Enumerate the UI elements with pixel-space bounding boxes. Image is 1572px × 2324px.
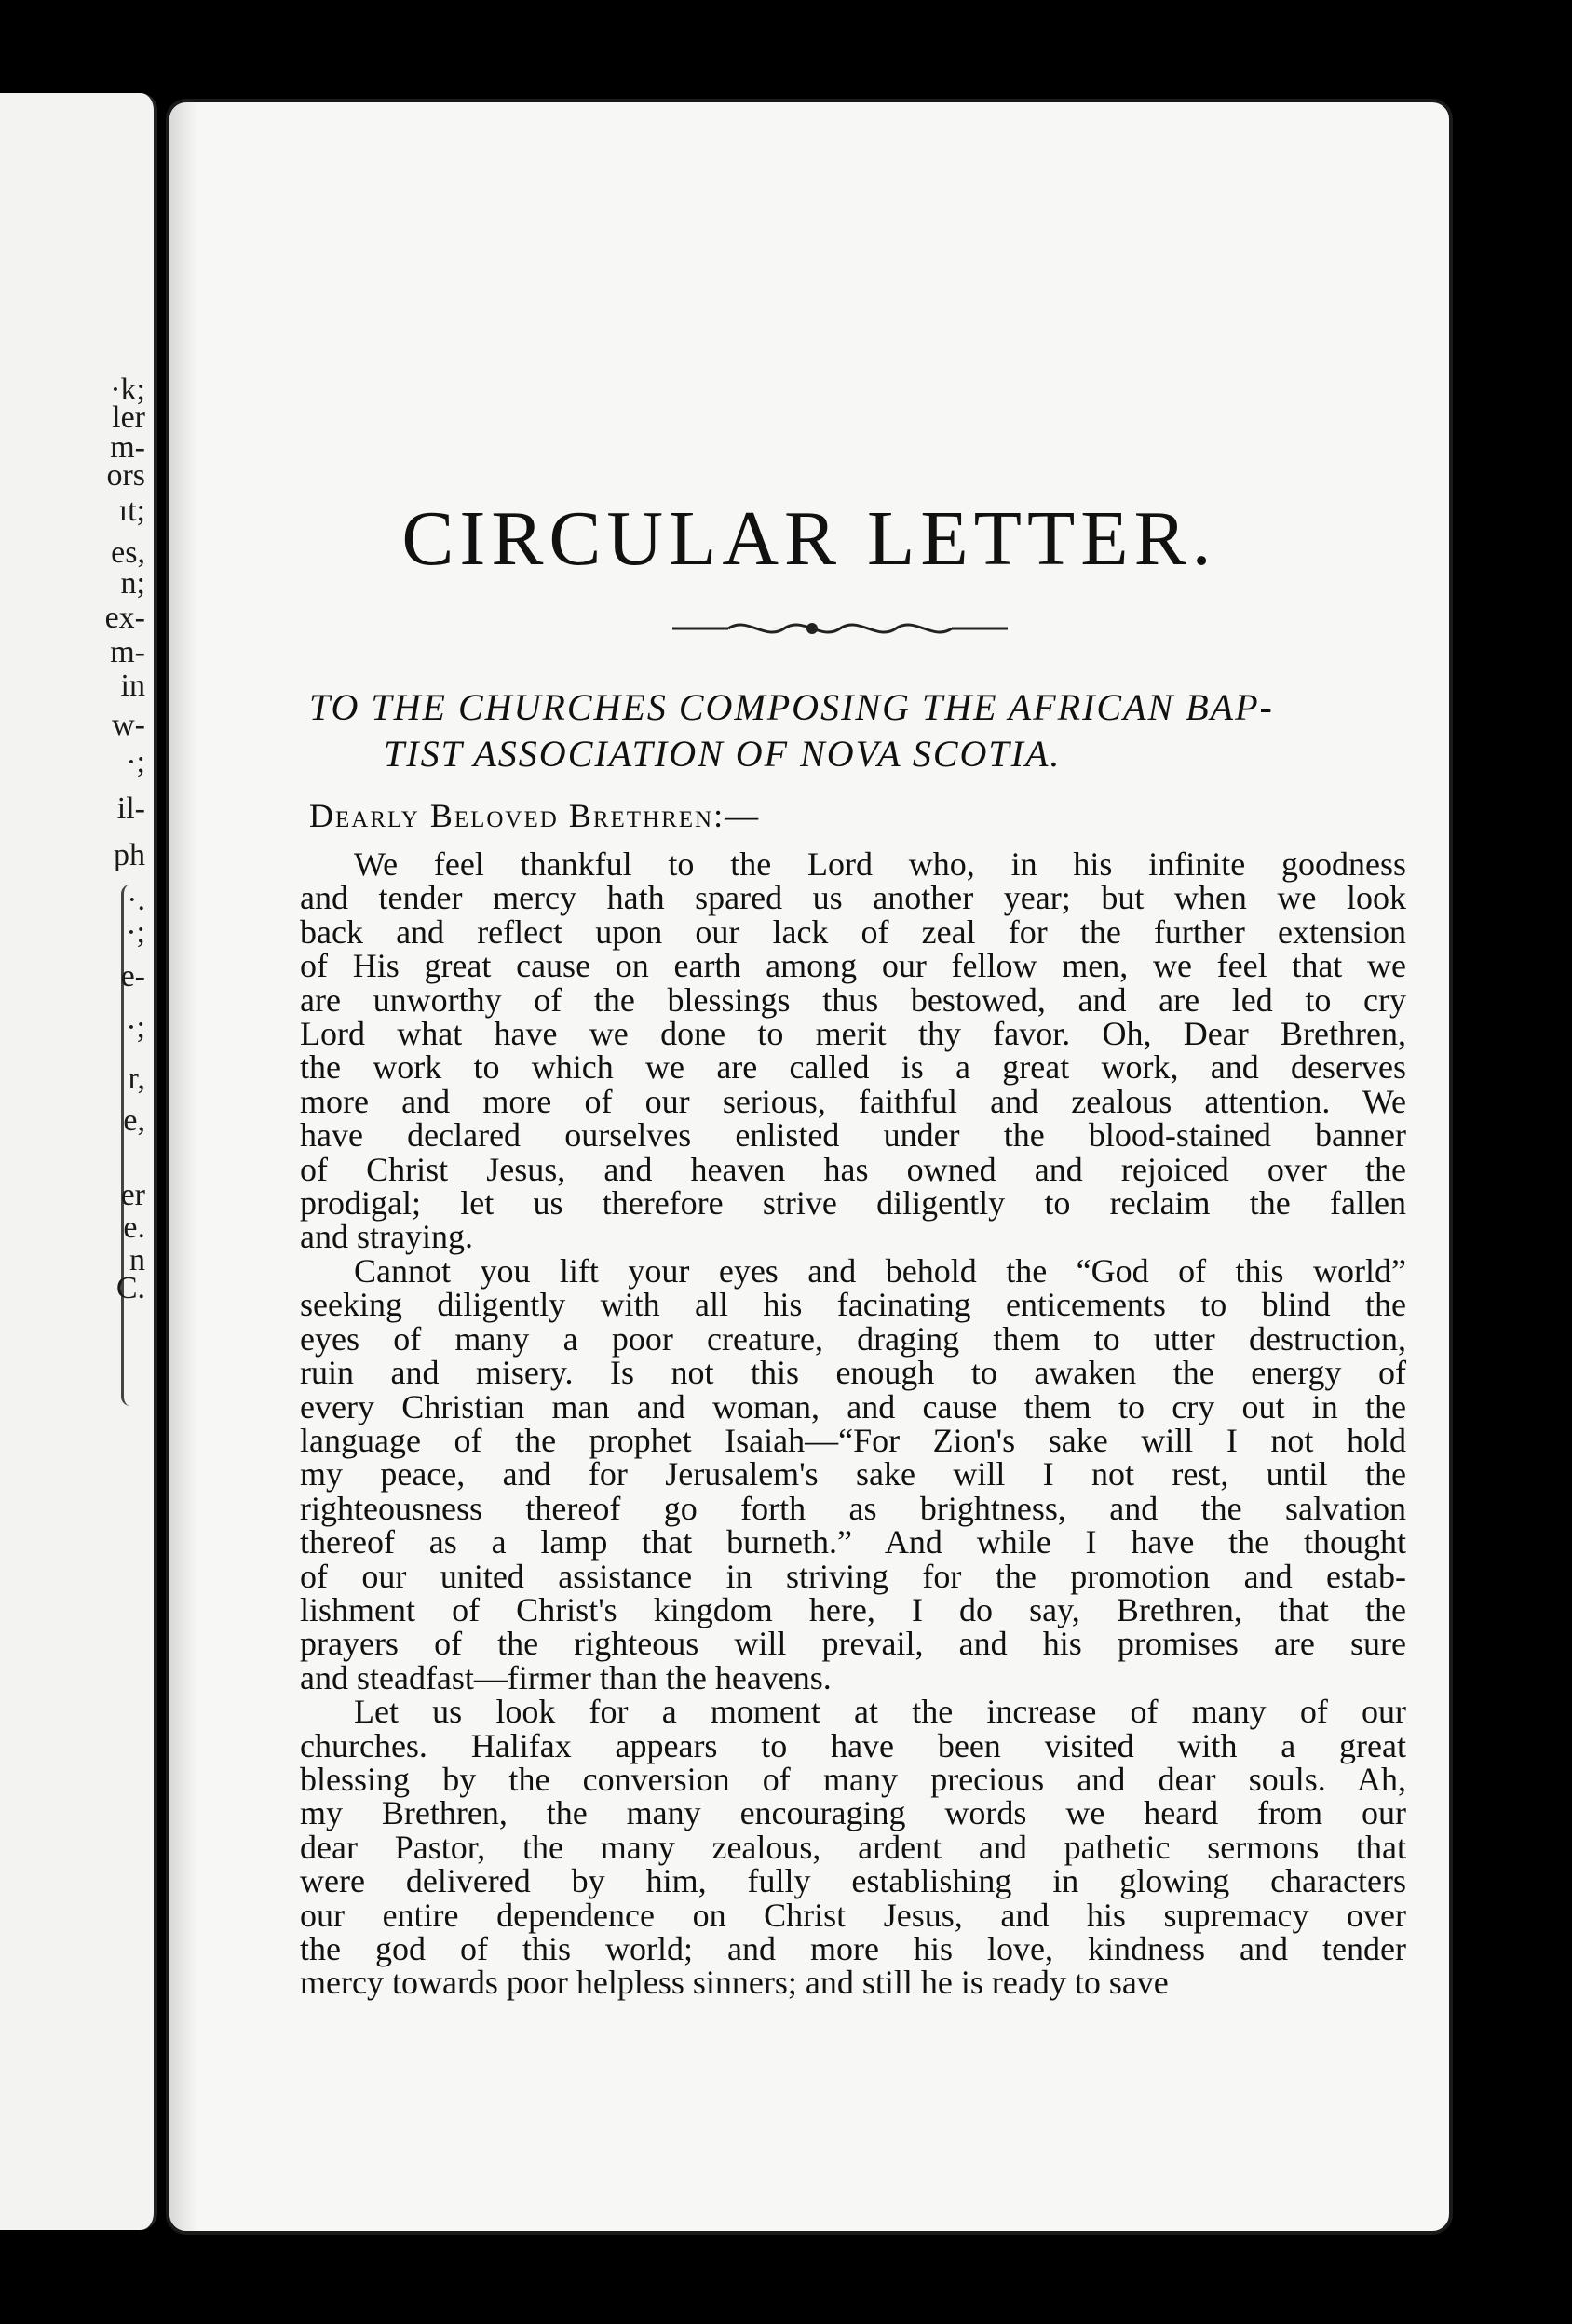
address-line-2: TIST ASSOCIATION OF NOVA SCOTIA. [384, 733, 1062, 775]
body-line: eyes of many a poor creature, draging them to utter destruction, [300, 1319, 1406, 1358]
body-line: churches. Halifax appears to have been visited with a great [300, 1726, 1406, 1764]
body-line: my Brethren, the many encouraging words we heard from our [300, 1794, 1406, 1832]
body-line: have declared ourselves enlisted under the blood-stained banner [300, 1116, 1406, 1155]
body-line: the work to which we are called is a great work, and deserves [300, 1048, 1406, 1087]
body-line: language of the prophet Isaiah—“For Zion's sake will I not hold [300, 1421, 1406, 1459]
left-page-text-fragment: ex- [104, 601, 145, 635]
body-line: mercy towards poor helpless sinners; and still he is ready to save [300, 1964, 1169, 2002]
body-line: of Christ Jesus, and heaven has owned and rejoiced over the [300, 1150, 1406, 1188]
left-page-text-fragment: e- [120, 959, 145, 993]
body-line: Cannot you lift your eyes and behold the “God of this world” [354, 1251, 1406, 1290]
body-line: and tender mercy hath spared us another year; but when we look [300, 879, 1406, 917]
body-line: are unworthy of the blessings thus bestowed, and are led to cry [300, 980, 1406, 1019]
left-page-text-fragment: il- [116, 791, 145, 826]
page-gutter-shadow [169, 102, 197, 2231]
left-page-text-fragment: n [129, 1243, 145, 1277]
address-heading [309, 684, 1399, 777]
body-line: and straying. [300, 1218, 473, 1256]
left-page-text-fragment: w- [112, 708, 145, 742]
left-page-text-fragment: ·; [126, 745, 145, 779]
body-line: lishment of Christ's kingdom here, I do say, Brethren, that the [300, 1590, 1406, 1628]
left-page-text-fragment: m- [110, 635, 145, 669]
body-line: more and more of our serious, faithful and zealous attention. We [300, 1082, 1406, 1120]
body-line: righteousness thereof go forth as brightness, and the salvation [300, 1489, 1406, 1527]
body-line: my peace, and for Jerusalem's sake will I not rest, until the [300, 1455, 1406, 1493]
letter-body [300, 847, 1406, 2000]
body-line: prayers of the righteous will prevail, and his promises are sure [300, 1625, 1406, 1663]
left-page-text-fragment: ·k; [110, 372, 145, 407]
body-line: of our united assistance in striving for the promotion and estab- [300, 1557, 1406, 1595]
title-ornament [169, 610, 1449, 647]
left-page-text-fragment: in [120, 669, 145, 703]
body-line: of His great cause on earth among our fellow men, we feel that we [300, 947, 1406, 985]
left-page-text-fragment: er [120, 1178, 145, 1212]
body-line: We feel thankful to the Lord who, in his infinite goodness [354, 845, 1406, 883]
salutation: Dearly Beloved Brethren:— [309, 797, 761, 834]
body-line: ruin and misery. Is not this enough to awaken the energy of [300, 1354, 1406, 1392]
left-page-text-fragment: ler [112, 400, 145, 435]
body-line: prodigal; let us therefore strive diligently to reclaim the fallen [300, 1184, 1406, 1223]
left-page-text-fragment: n; [120, 566, 145, 601]
left-page-text-fragment: ·; [126, 915, 145, 950]
left-page-text-fragment: ·. [127, 883, 145, 917]
body-line: blessing by the conversion of many precious and dear souls. Ah, [300, 1760, 1406, 1798]
left-page-text-fragment: m- [110, 430, 145, 465]
page-title: CIRCULAR LETTER. [401, 495, 1217, 582]
left-page-text-fragment: e, [123, 1103, 145, 1138]
body-line: every Christian man and woman, and cause them to cry out in the [300, 1387, 1406, 1425]
body-line: Let us look for a moment at the increase of many of our [354, 1693, 1406, 1731]
left-page-text-fragment: e. [123, 1210, 145, 1245]
address-line-1: TO THE CHURCHES COMPOSING THE AFRICAN BAP- [309, 686, 1274, 728]
left-page-text-fragment: r, [128, 1061, 145, 1096]
body-line: the god of this world; and more his love, kindness and tender [300, 1930, 1406, 1967]
left-page-text-fragment: es, [111, 535, 145, 570]
document-page [166, 99, 1453, 2235]
body-line: were delivered by him, fully establishing in glowing characters [300, 1862, 1406, 1900]
left-page-text-fragment: ıt; [118, 493, 145, 528]
body-line: dear Pastor, the many zealous, ardent and pathetic sermons that [300, 1828, 1406, 1866]
body-line: Lord what have we done to merit thy favor. Oh, Dear Brethren, [300, 1015, 1406, 1053]
left-page-text-fragment: ·; [126, 1010, 145, 1045]
previous-page-edge [0, 93, 157, 2230]
left-page-text-fragment: ph [114, 838, 145, 872]
body-line: back and reflect upon our lack of zeal for the further extension [300, 912, 1406, 951]
body-line: and steadfast—firmer than the heavens. [300, 1658, 832, 1696]
body-line: our entire dependence on Christ Jesus, and his supremacy over [300, 1896, 1406, 1934]
left-page-text-fragment: ors [106, 458, 145, 493]
body-line: seeking diligently with all his facinating enticements to blind the [300, 1286, 1406, 1324]
left-page-text-fragment: C. [115, 1271, 145, 1305]
body-line: thereof as a lamp that burneth.” And while I have the thought [300, 1523, 1406, 1561]
